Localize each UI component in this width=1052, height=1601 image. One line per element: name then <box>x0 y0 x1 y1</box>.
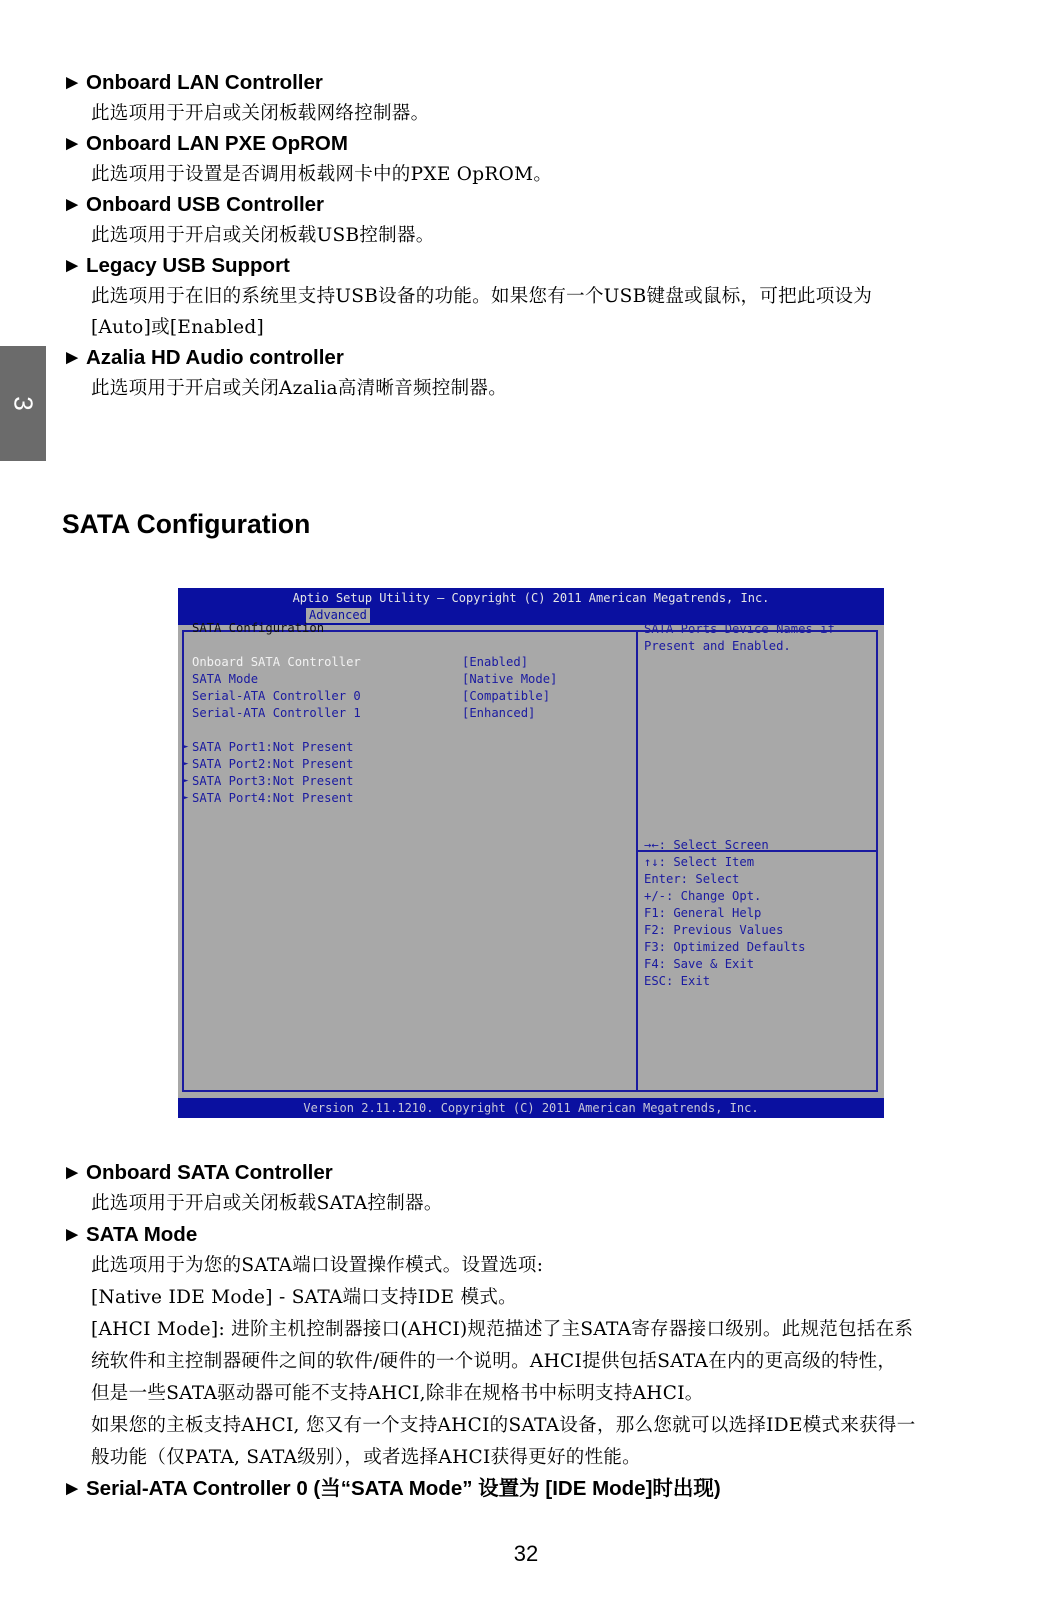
heading-azalia-hd-audio: ► Azalia HD Audio controller <box>62 346 344 369</box>
section-title: SATA Configuration <box>62 509 311 539</box>
bios-key-hint: Enter: Select <box>644 872 740 886</box>
desc-onboard-sata-controller: 此选项用于开启或关闭板载SATA控制器。 <box>91 1193 443 1214</box>
submenu-arrow-icon: ► <box>183 759 189 769</box>
bios-help-text: SATA Ports Device Names if <box>644 622 835 636</box>
bios-setting-label[interactable]: Onboard SATA Controller <box>192 655 361 669</box>
desc-onboard-lan-pxe-oprom: 此选项用于设置是否调用板载网卡中的PXE OpROM。 <box>91 164 553 185</box>
desc-azalia-hd-audio: 此选项用于开启或关闭Azalia高清晰音频控制器。 <box>91 378 508 399</box>
bios-key-hint: F3: Optimized Defaults <box>644 940 806 954</box>
bios-setting-label[interactable]: SATA Mode <box>192 672 259 686</box>
bios-key-hint: F2: Previous Values <box>644 923 784 937</box>
chapter-number: 3 <box>8 396 39 411</box>
desc-onboard-lan-controller: 此选项用于开启或关闭板载网络控制器。 <box>91 103 430 124</box>
bios-help-text: Present and Enabled. <box>644 639 791 653</box>
bullet-arrow-icon: ► <box>62 193 83 216</box>
bios-port-item[interactable]: SATA Port2:Not Present <box>192 757 354 771</box>
desc-sata-mode-line4: 统软件和主控制器硬件之间的软件/硬件的一个说明。AHCI提供包括SATA在内的更高级的特性， <box>91 1351 897 1372</box>
chapter-tab <box>0 346 46 461</box>
bios-title: Aptio Setup Utility – Copyright (C) 2011 American Megatrends, Inc. <box>292 591 770 605</box>
bios-port-item[interactable]: SATA Port4:Not Present <box>192 791 354 805</box>
desc-sata-mode-line5: 但是一些SATA驱动器可能不支持AHCI,除非在规格书中标明支持AHCI。 <box>91 1383 704 1404</box>
bios-tab-advanced[interactable]: Advanced <box>306 608 370 623</box>
bios-divider-vertical <box>636 630 638 1092</box>
bios-key-hint: →←: Select Screen <box>644 838 769 852</box>
bios-key-hint: ↑↓: Select Item <box>644 855 755 869</box>
desc-sata-mode-line6: 如果您的主板支持AHCI, 您又有一个支持AHCI的SATA设备，那么您就可以选择IDE模式来获得一 <box>91 1415 916 1436</box>
desc-onboard-usb-controller: 此选项用于开启或关闭板载USB控制器。 <box>91 225 435 246</box>
bios-setting-value[interactable]: [Enabled] <box>462 655 529 669</box>
bios-setting-label[interactable]: Serial-ATA Controller 1 <box>192 706 361 720</box>
submenu-arrow-icon: ► <box>183 742 189 752</box>
bios-setting-value[interactable]: [Compatible] <box>462 689 551 703</box>
bullet-arrow-icon: ► <box>62 1223 83 1246</box>
bios-setting-value[interactable]: [Enhanced] <box>462 706 536 720</box>
bullet-arrow-icon: ► <box>62 1161 83 1184</box>
heading-sata-mode: ► SATA Mode <box>62 1223 198 1246</box>
bios-key-hint: F4: Save & Exit <box>644 957 755 971</box>
bios-port-item[interactable]: SATA Port1:Not Present <box>192 740 354 754</box>
bios-setting-value[interactable]: [Native Mode] <box>462 672 558 686</box>
bullet-arrow-icon: ► <box>62 71 83 94</box>
page-number: 32 <box>513 1541 539 1566</box>
desc-sata-mode-line3: [AHCI Mode]: 进阶主机控制器接口(AHCI)规范描述了主SATA寄存器接口级别。此规范包括在系 <box>91 1319 914 1340</box>
desc-sata-mode-line2: [Native IDE Mode] - SATA端口支持IDE 模式。 <box>91 1287 517 1308</box>
bios-key-hint: ESC: Exit <box>644 974 711 988</box>
heading-onboard-sata-controller: ► Onboard SATA Controller <box>62 1161 333 1184</box>
desc-sata-mode-line1: 此选项用于为您的SATA端口设置操作模式。设置选项: <box>91 1255 544 1276</box>
heading-onboard-lan-controller: ► Onboard LAN Controller <box>62 71 323 94</box>
heading-onboard-lan-pxe-oprom: ► Onboard LAN PXE OpROM <box>62 132 348 155</box>
bullet-arrow-icon: ► <box>62 1477 83 1500</box>
bios-port-item[interactable]: SATA Port3:Not Present <box>192 774 354 788</box>
desc-legacy-usb-support-line2: [Auto]或[Enabled] <box>91 317 265 338</box>
bios-key-hint: +/-: Change Opt. <box>644 889 762 903</box>
heading-onboard-usb-controller: ► Onboard USB Controller <box>62 193 325 216</box>
submenu-arrow-icon: ► <box>183 793 189 803</box>
bios-panel-title: SATA Configuration <box>192 621 325 635</box>
bios-key-hint: F1: General Help <box>644 906 762 920</box>
bullet-arrow-icon: ► <box>62 346 83 369</box>
bios-setting-label[interactable]: Serial-ATA Controller 0 <box>192 689 361 703</box>
bullet-arrow-icon: ► <box>62 254 83 277</box>
heading-serial-ata-controller-0: ► Serial-ATA Controller 0 (当“SATA Mode” 设置为 [IDE Mode]时出现) <box>62 1477 721 1500</box>
bullet-arrow-icon: ► <box>62 132 83 155</box>
desc-legacy-usb-support-line1: 此选项用于在旧的系统里支持USB设备的功能。如果您有一个USB键盘或鼠标，可把此项设为 <box>91 286 873 307</box>
bios-screenshot <box>178 588 884 1118</box>
submenu-arrow-icon: ► <box>183 776 189 786</box>
desc-sata-mode-line7: 般功能（仅PATA, SATA级别），或者选择AHCI获得更好的性能。 <box>91 1447 641 1468</box>
heading-legacy-usb-support: ► Legacy USB Support <box>62 254 290 277</box>
bios-footer: Version 2.11.1210. Copyright (C) 2011 American Megatrends, Inc. <box>178 1098 884 1118</box>
